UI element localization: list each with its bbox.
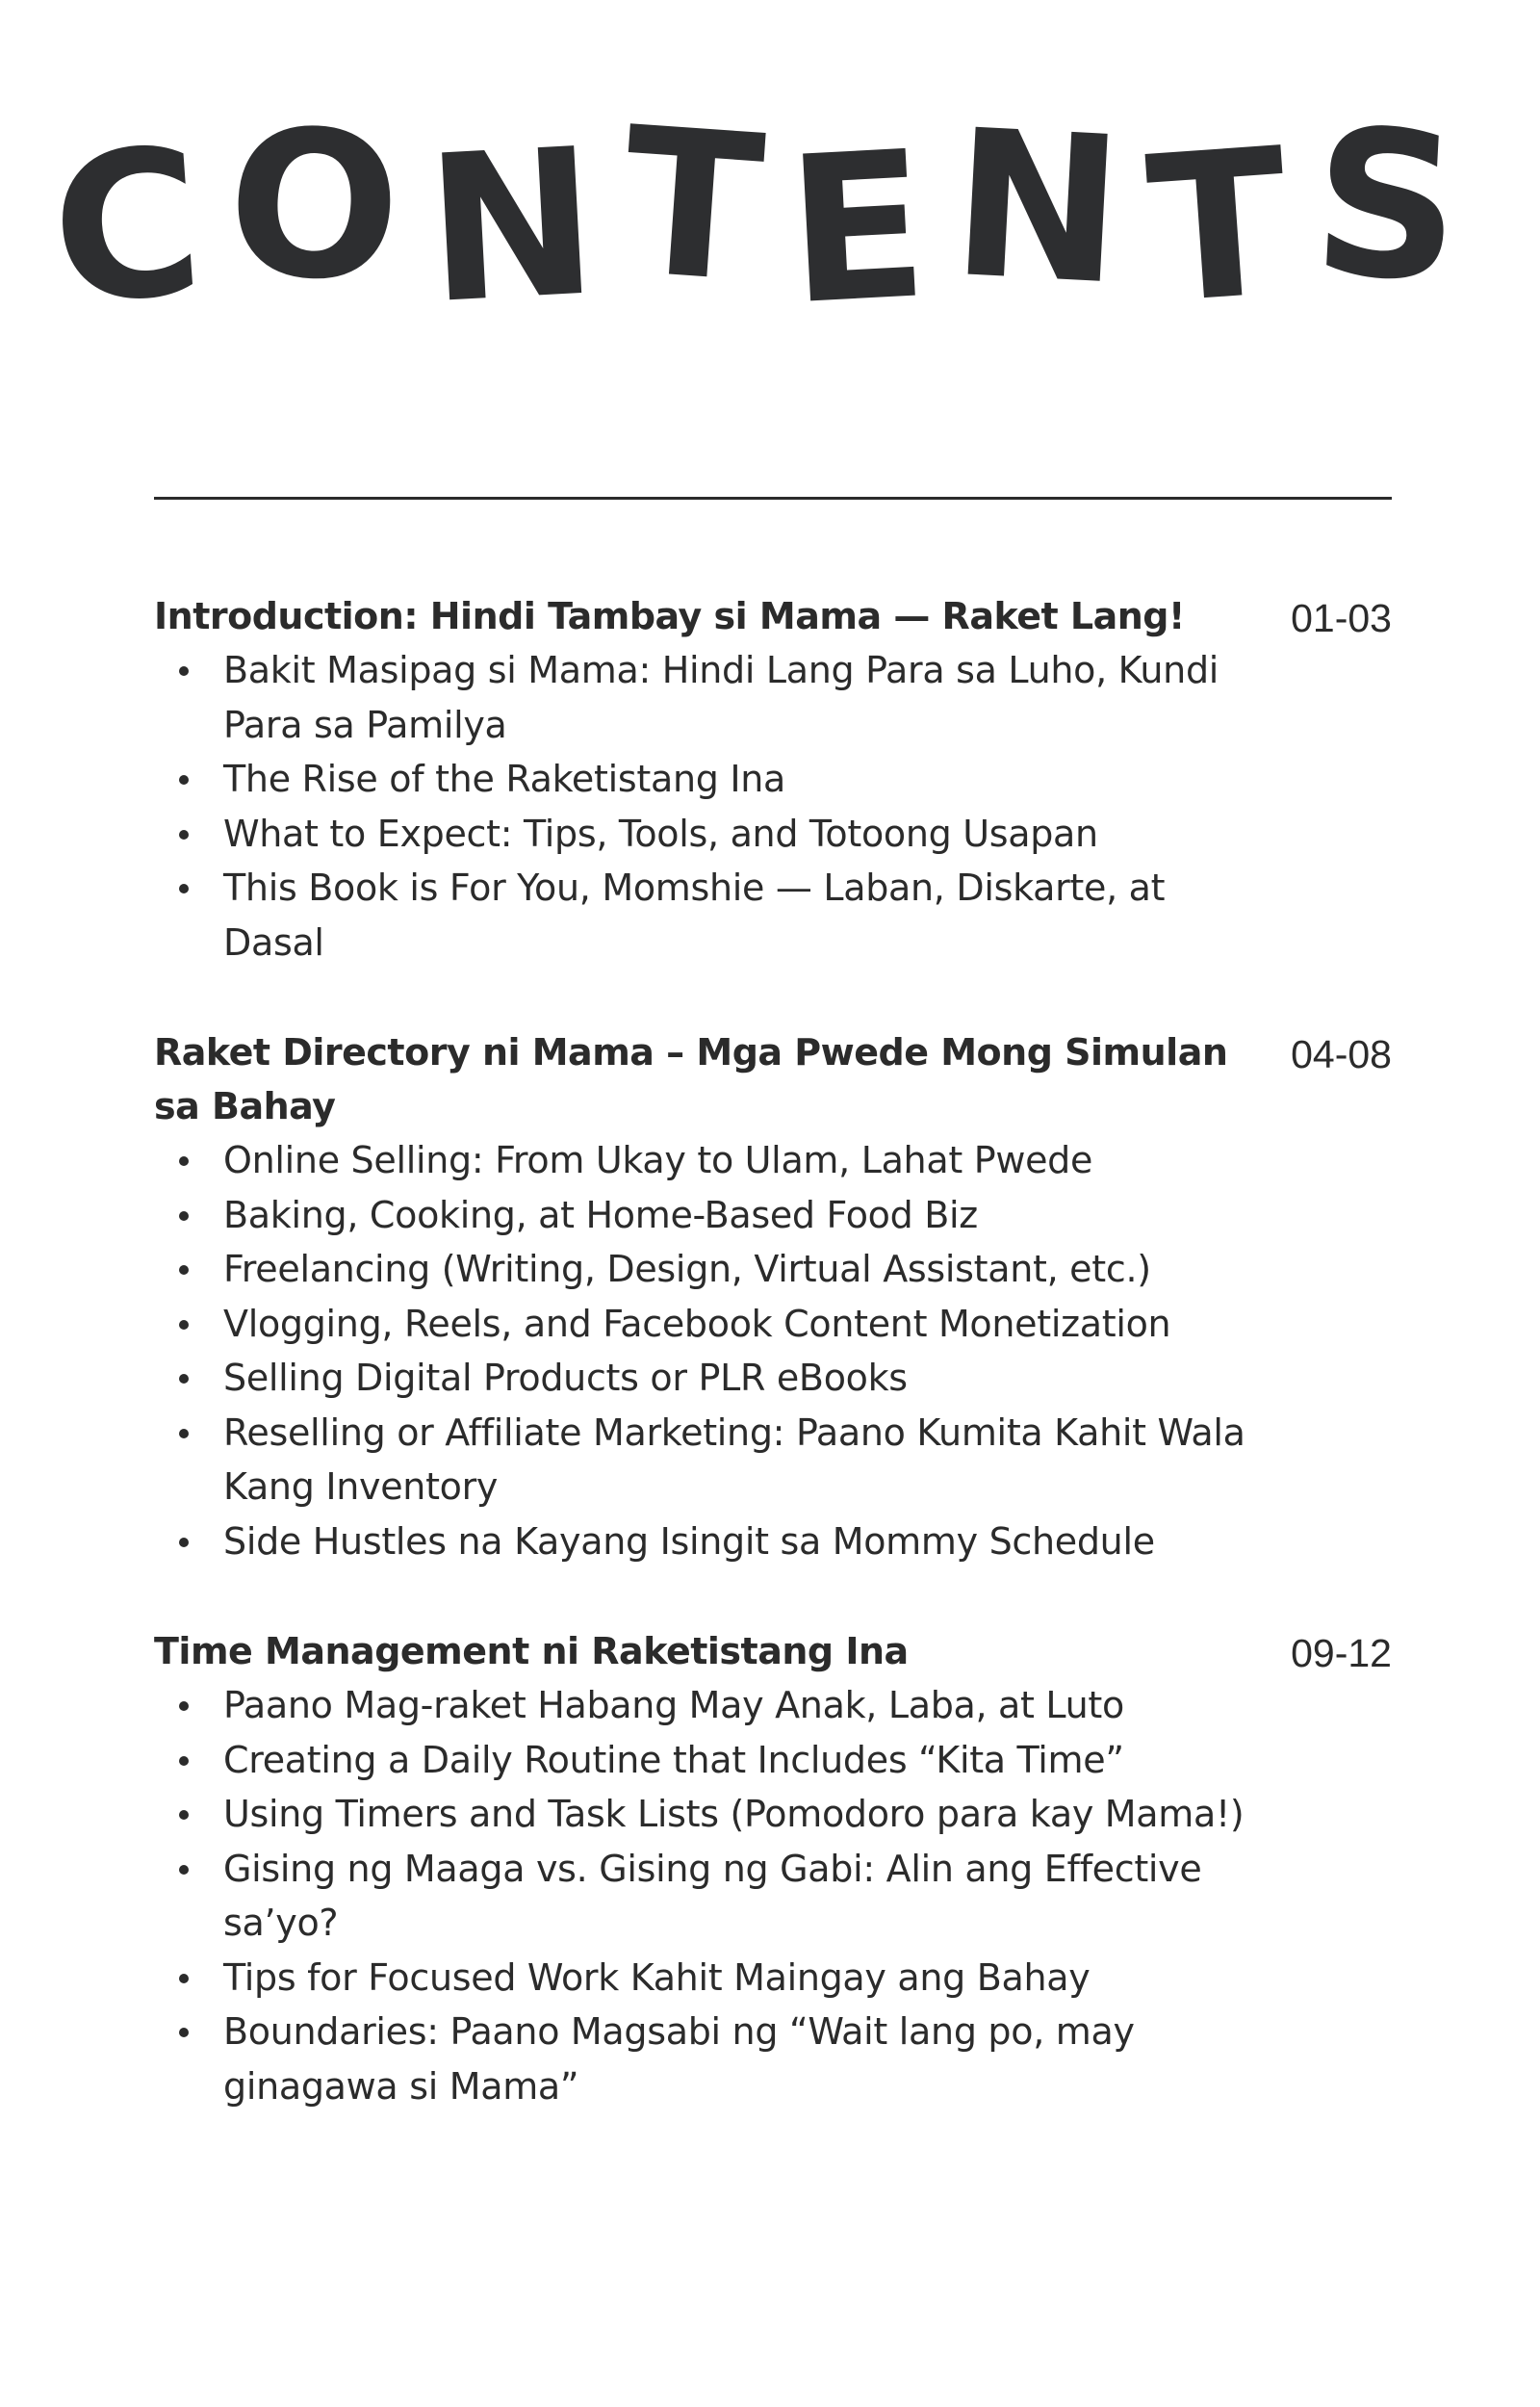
- topic-item: [154, 1842, 1263, 1951]
- toc-section: [154, 1624, 1392, 2113]
- page-range: 01-03: [1291, 596, 1392, 640]
- page-range: 09-12: [1291, 1631, 1392, 1675]
- topic-item: [154, 752, 1263, 807]
- bullet-icon: [179, 666, 189, 676]
- bullet-icon: [179, 1429, 189, 1438]
- bullet-icon: [179, 1701, 189, 1711]
- topic-item: [154, 643, 1263, 752]
- page-range: 04-08: [1291, 1032, 1392, 1076]
- topic-text: Side Hustles na Kayang Isingit sa Mommy Schedule: [223, 1519, 1155, 1563]
- bullet-icon: [179, 1211, 189, 1221]
- title-divider: [154, 497, 1392, 500]
- topic-item: [154, 807, 1263, 862]
- topic-list: [154, 1678, 1392, 2113]
- topic-item: [154, 1787, 1263, 1842]
- bullet-icon: [179, 1974, 189, 1983]
- topic-text: What to Expect: Tips, Tools, and Totoong Usapan: [223, 812, 1098, 855]
- bullet-icon: [179, 1865, 189, 1875]
- topic-item: [154, 2005, 1263, 2113]
- topic-item: [154, 861, 1263, 970]
- bullet-icon: [179, 1756, 189, 1766]
- toc-section: [154, 589, 1392, 970]
- topic-text: Paano Mag-raket Habang May Anak, Laba, at Luto: [223, 1684, 1124, 1726]
- topic-item: [154, 1514, 1263, 1569]
- topic-list: [154, 1133, 1392, 1568]
- topic-text: Freelancing (Writing, Design, Virtual Assistant, etc.): [223, 1248, 1151, 1290]
- topic-item: [154, 1297, 1263, 1352]
- bullet-icon: [179, 1810, 189, 1820]
- topic-text: Selling Digital Products or PLR eBooks: [223, 1357, 908, 1399]
- table-of-contents: [154, 589, 1392, 2169]
- bullet-icon: [179, 775, 189, 785]
- topic-item: [154, 1406, 1263, 1514]
- topic-text: Boundaries: Paano Magsabi ng “Wait lang po, may ginagawa si Mama”: [223, 2010, 1135, 2108]
- topic-item: [154, 1133, 1263, 1188]
- topic-item: [154, 1188, 1263, 1243]
- bullet-icon: [179, 1320, 189, 1330]
- bullet-icon: [179, 1538, 189, 1547]
- bullet-icon: [179, 2028, 189, 2037]
- topic-text: The Rise of the Raketistang Ina: [223, 758, 786, 800]
- toc-section: [154, 1025, 1392, 1568]
- bullet-icon: [179, 884, 189, 893]
- bullet-icon: [179, 1265, 189, 1275]
- topic-text: Tips for Focused Work Kahit Maingay ang Bahay: [223, 1955, 1091, 1999]
- bullet-icon: [179, 1374, 189, 1384]
- topic-list: [154, 643, 1392, 970]
- section-heading: Raket Directory ni Mama – Mga Pwede Mong Simulan sa Bahay: [154, 1031, 1228, 1127]
- topic-text: Online Selling: From Ukay to Ulam, Lahat Pwede: [223, 1139, 1093, 1181]
- section-heading: Introduction: Hindi Tambay si Mama — Raket Lang!: [154, 595, 1185, 637]
- bullet-icon: [179, 1156, 189, 1166]
- topic-item: [154, 1242, 1263, 1297]
- topic-text: Using Timers and Task Lists (Pomodoro para kay Mama!): [223, 1793, 1245, 1835]
- topic-text: Vlogging, Reels, and Facebook Content Monetization: [223, 1302, 1171, 1345]
- section-heading: Time Management ni Raketistang Ina: [154, 1630, 909, 1672]
- topic-text: Baking, Cooking, at Home-Based Food Biz: [223, 1193, 978, 1236]
- topic-text: Gising ng Maaga vs. Gising ng Gabi: Alin ang Effective sa’yo?: [223, 1847, 1202, 1944]
- topic-item: [154, 1733, 1263, 1788]
- page-title: CONTENTS: [44, 83, 1494, 350]
- topic-item: [154, 1678, 1263, 1733]
- bullet-icon: [179, 830, 189, 840]
- topic-item: [154, 1951, 1263, 2006]
- topic-text: Bakit Masipag si Mama: Hindi Lang Para sa Luho, Kundi Para sa Pamilya: [223, 649, 1219, 746]
- topic-item: [154, 1351, 1263, 1406]
- topic-text: Reselling or Affiliate Marketing: Paano Kumita Kahit Wala Kang Inventory: [223, 1411, 1245, 1508]
- topic-text: This Book is For You, Momshie — Laban, Diskarte, at Dasal: [223, 867, 1166, 964]
- topic-text: Creating a Daily Routine that Includes “Kita Time”: [223, 1738, 1124, 1781]
